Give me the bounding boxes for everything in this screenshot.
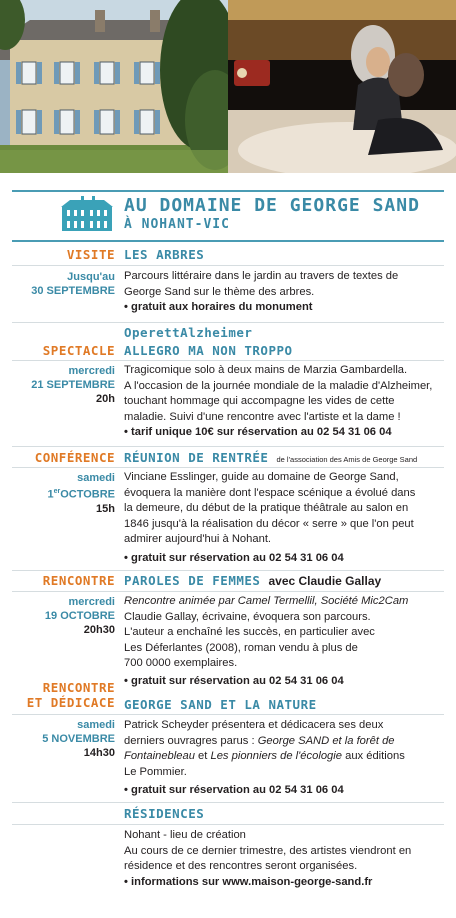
event-title-top: OperettAlzheimer	[124, 325, 253, 340]
body-line: George Sand sur le thème des arbres.	[124, 285, 315, 298]
category-rencontre: RENCONTRE	[42, 573, 115, 588]
body-line: Au cours de ce dernier trimestre, des artistes viendront en	[124, 844, 412, 857]
event-price: • gratuit sur réservation au 02 54 31 06 04	[124, 674, 344, 687]
event-price: • gratuit aux horaires du monument	[124, 301, 313, 314]
body-line: maladie. Suivi d'une rencontre avec l'artiste et la dame !	[124, 410, 401, 423]
divider	[12, 265, 444, 266]
category-conference: CONFÉRENCE	[34, 450, 115, 465]
date-day: samedi	[77, 472, 115, 484]
body-line: la demeure, du début de la pratique théâtrale au salon en	[124, 502, 409, 515]
photo-chateau	[0, 0, 228, 173]
body-line: Claudie Gallay, écrivaine, évoquera son parcours.	[124, 610, 371, 623]
body-line-italic	[124, 594, 446, 610]
event-title-reunion	[124, 450, 417, 465]
book-title: Fontainebleau	[124, 750, 195, 763]
divider	[12, 591, 444, 592]
event-title-paroles	[124, 573, 381, 588]
date-main: 19 OCTOBRE	[44, 610, 115, 622]
event-body	[124, 363, 446, 441]
book-title: George SAND et la forêt de	[257, 734, 395, 747]
body-line: L'auteur a enchaîné les succès, en particulier avec	[124, 626, 375, 639]
event-body	[124, 470, 446, 567]
divider	[12, 824, 444, 825]
title-note: de l'association des Amis de George Sand	[276, 455, 418, 464]
event-title-nature: GEORGE SAND ET LA NATURE	[124, 697, 317, 712]
divider	[12, 714, 444, 715]
event-title-residences: RÉSIDENCES	[124, 806, 205, 821]
event-date	[45, 595, 115, 637]
date-day: mercredi	[68, 596, 115, 608]
date-day: mercredi	[68, 365, 115, 377]
body-line: Vinciane Esslinger, guide au domaine de George Sand,	[124, 471, 399, 483]
event-price: • gratuit sur réservation au 02 54 31 06 04	[124, 784, 344, 797]
body-line: Patrick Scheyder présentera et dédicacera ses deux	[124, 719, 384, 731]
event-price: • tarif unique 10€ sur réservation au 02 54 31 06 04	[124, 426, 392, 439]
body-line: A l'occasion de la journée mondiale de la maladie d'Alzheimer,	[124, 379, 433, 392]
italic-text: Rencontre animée par Camel Termellil, Société Mic2Cam	[124, 595, 409, 607]
title-text: RÉUNION DE RENTRÉE	[124, 450, 269, 465]
event-title-les-arbres: LES ARBRES	[124, 247, 205, 262]
line-text: et	[194, 750, 211, 763]
page-subtitle: À NOHANT-VIC	[124, 217, 230, 232]
body-line: résidence et des rencontres seront organisées.	[124, 860, 358, 873]
body-line: Le Pommier.	[124, 765, 187, 778]
body-line: Tragicomique solo à deux mains de Marzia Gambardella.	[124, 364, 408, 376]
event-date	[31, 270, 115, 298]
title-tail: avec Claudie Gallay	[268, 574, 382, 588]
date-day: samedi	[77, 719, 115, 731]
header-photos	[0, 0, 456, 173]
date-time: 14h30	[83, 747, 115, 759]
spectacle-illustration	[228, 0, 456, 173]
title-text: PAROLES DE FEMMES	[124, 573, 261, 588]
body-line	[124, 734, 446, 750]
divider	[12, 570, 444, 571]
date-time: 15h	[96, 502, 115, 515]
category-spectacle: SPECTACLE	[42, 343, 115, 358]
body-line: Nohant - lieu de création	[124, 829, 246, 841]
header-bottom-rule	[12, 240, 444, 242]
category-line: ET DÉDICACE	[26, 695, 115, 710]
event-body	[124, 718, 446, 799]
event-body	[124, 828, 446, 890]
book-title: Les pionniers de l'écologie	[210, 750, 342, 763]
category-rencontre-dedicace	[27, 680, 115, 710]
residences-website-link[interactable]: • informations sur www.maison-george-sand.fr	[124, 875, 373, 888]
divider	[12, 467, 444, 468]
domain-house-icon	[58, 195, 116, 233]
event-body	[124, 594, 446, 690]
event-body	[124, 269, 446, 316]
date-num: 1	[47, 488, 54, 501]
body-line: Les Déferlantes (2008), roman vendu à plus de	[124, 641, 358, 654]
body-line: évoquera la manière dont l'espace scénique a évolué dans	[124, 486, 416, 499]
divider	[12, 446, 444, 447]
category-line: RENCONTRE	[42, 680, 115, 695]
event-price: • gratuit sur réservation au 02 54 31 06 04	[124, 551, 344, 564]
body-line: touchant hommage qui accompagne les vides de cette	[124, 395, 395, 408]
date-time: 20h	[96, 393, 115, 405]
date-main-row	[47, 485, 115, 502]
body-line: admirer aujourd'hui à Nohant.	[124, 533, 272, 546]
page-title: AU DOMAINE DE GEORGE SAND	[124, 195, 420, 216]
event-title-allegro: ALLEGRO MA NON TROPPO	[124, 343, 293, 358]
divider	[12, 360, 444, 361]
event-date	[42, 718, 115, 760]
date-main: 30 SEPTEMBRE	[31, 285, 115, 297]
category-visite: VISITE	[66, 247, 115, 262]
divider	[12, 802, 444, 803]
body-line: Parcours littéraire dans le jardin au travers de textes de	[124, 270, 399, 282]
date-sup: er	[53, 488, 61, 495]
body-line: 1846 jusqu'à la réalisation du décor « serre » que l'on peut	[124, 517, 414, 530]
event-date	[47, 471, 115, 516]
event-date	[31, 364, 115, 406]
date-month: OCTOBRE	[60, 488, 115, 501]
header-top-rule	[12, 190, 444, 192]
date-main: 21 SEPTEMBRE	[31, 379, 115, 391]
date-day: Jusqu'au	[67, 271, 115, 283]
line-text: aux éditions	[341, 750, 405, 763]
date-main: 5 NOVEMBRE	[42, 733, 115, 745]
photo-spectacle	[228, 0, 456, 173]
divider	[12, 322, 444, 323]
date-time: 20h30	[83, 624, 115, 636]
line-text: derniers ouvragres parus :	[124, 734, 258, 747]
body-line: 700 0000 exemplaires.	[124, 657, 238, 670]
chateau-illustration	[0, 0, 228, 173]
body-line	[124, 749, 446, 765]
